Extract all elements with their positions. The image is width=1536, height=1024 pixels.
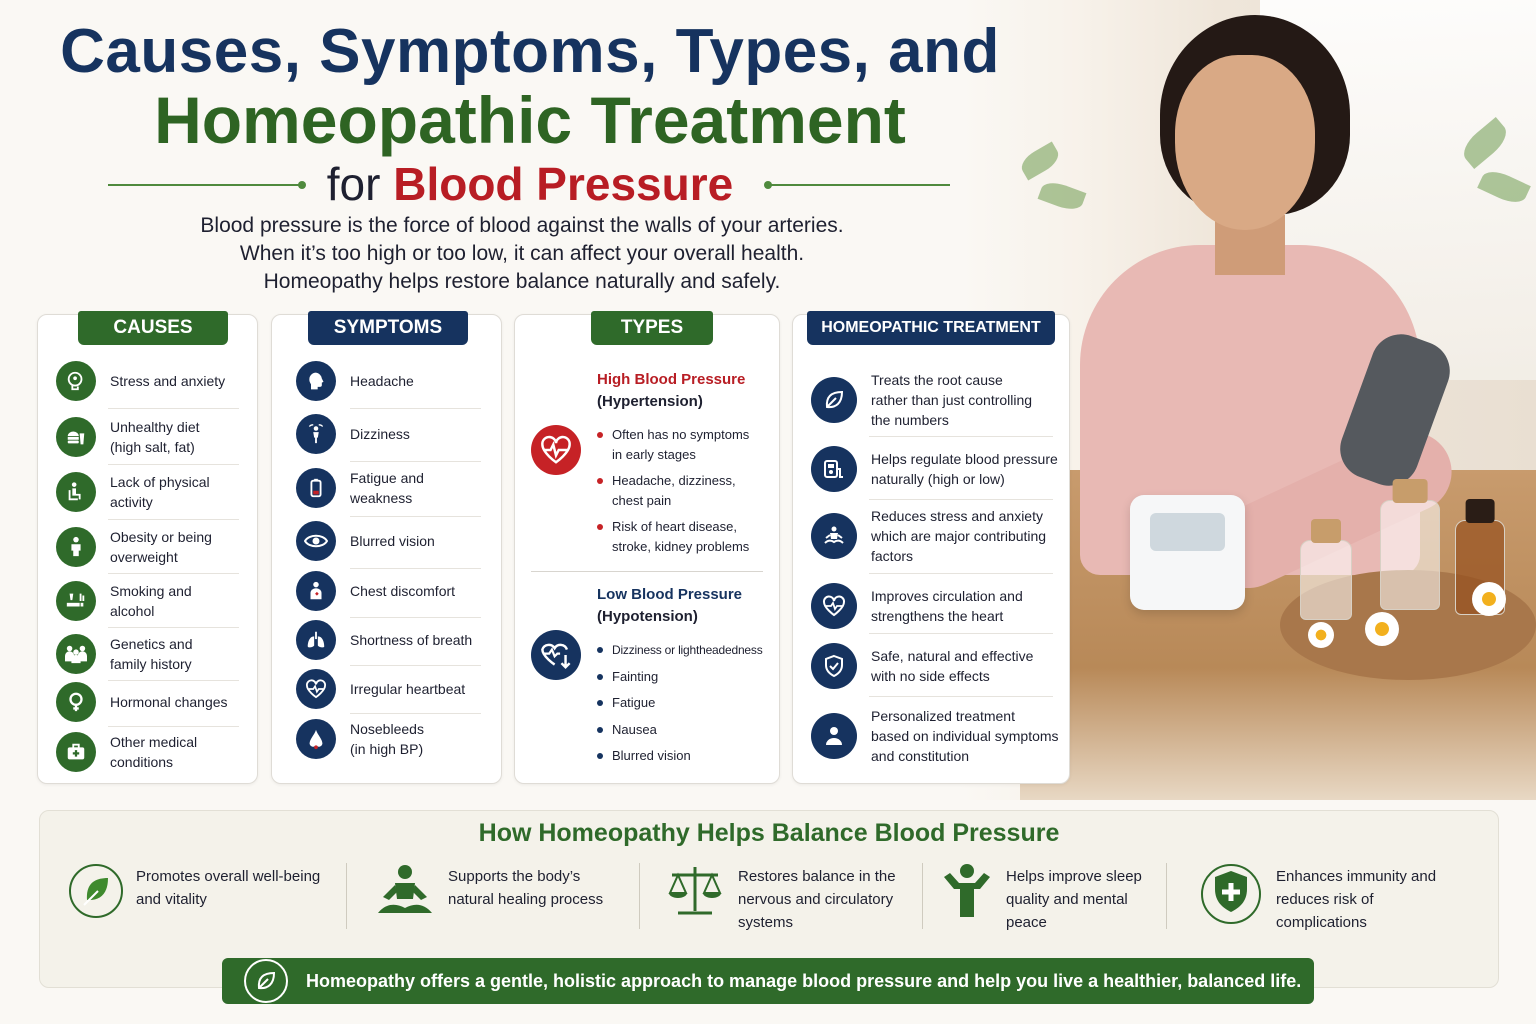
benefit-text: Helps improve sleep <box>1006 868 1142 885</box>
leaf-icon <box>244 959 288 1003</box>
eye-icon <box>296 521 336 561</box>
lungs-icon <box>296 620 336 660</box>
cause-label-detail: overweight <box>110 549 178 565</box>
treatment-item <box>811 643 1063 689</box>
plant-leaf <box>1038 178 1087 214</box>
smoking-icon <box>56 581 96 621</box>
person-arms-up-icon <box>940 863 994 921</box>
title-line-3 <box>40 156 1020 212</box>
symptom-label: Headache <box>350 373 414 389</box>
hormone-icon <box>56 682 96 722</box>
causes-heading: CAUSES <box>78 311 228 345</box>
high-bp-point: Headache, dizziness, chest pain <box>597 471 773 511</box>
cause-item <box>56 732 247 772</box>
high-bp-points <box>597 425 773 563</box>
chamomile-flower <box>1308 622 1334 648</box>
sitting-person-icon <box>56 472 96 512</box>
divider <box>922 863 923 929</box>
title-blood-pressure: Blood Pressure <box>393 158 734 210</box>
treatment-text: the numbers <box>871 412 949 428</box>
benefit-text: Enhances immunity and <box>1276 868 1437 885</box>
benefit-text: systems <box>738 914 794 931</box>
divider <box>639 863 640 929</box>
low-bp-point: Dizziness or lightheadedness <box>597 640 773 660</box>
intro-line: Blood pressure is the force of blood against the walls of your arteries. <box>200 214 844 237</box>
cause-label: Obesity or being <box>110 529 212 545</box>
cause-label: Other medical <box>110 734 198 750</box>
treatment-heading: HOMEOPATHIC TREATMENT <box>807 311 1055 345</box>
treatment-text: naturally (high or low) <box>871 471 1005 487</box>
benefit-item <box>1198 863 1436 934</box>
symptom-label: Blurred vision <box>350 533 435 549</box>
treatment-item <box>811 446 1063 492</box>
cause-label-detail: (high salt, fat) <box>110 439 195 455</box>
meditation-icon <box>811 513 857 559</box>
benefit-text: natural healing process <box>448 891 604 908</box>
treatment-text: Treats the root cause <box>871 372 1003 388</box>
low-bp-points <box>597 640 773 773</box>
high-bp-title <box>597 369 745 413</box>
benefits-heading: How Homeopathy Helps Balance Blood Pressure <box>478 819 1060 847</box>
title-divider-right <box>768 184 950 186</box>
woman-face <box>1175 55 1315 230</box>
cause-label: Lack of physical <box>110 474 210 490</box>
benefit-text: nervous and circulatory <box>738 891 894 908</box>
symptom-item <box>296 468 491 508</box>
treatment-text: strengthens the heart <box>871 608 1004 624</box>
nose-icon <box>296 719 336 759</box>
symptom-item <box>296 571 491 611</box>
dizzy-person-icon <box>296 414 336 454</box>
intro-line: Homeopathy helps restore balance naturally and safely. <box>263 270 781 293</box>
remedy-bottle <box>1380 500 1440 610</box>
treatment-text: factors <box>871 548 914 564</box>
user-icon <box>811 713 857 759</box>
low-bp-point: Fainting <box>597 667 773 687</box>
chamomile-flower <box>1365 612 1399 646</box>
symptom-label: Dizziness <box>350 426 410 442</box>
cause-label: Hormonal changes <box>110 694 228 710</box>
footer-text: Homeopathy offers a gentle, holistic approach to manage blood pressure and help you live a healthier, balanced life. <box>306 970 1302 991</box>
fast-food-icon <box>56 417 96 457</box>
meditation-icon <box>374 863 436 921</box>
symptom-item <box>296 719 491 759</box>
benefit-text: reduces risk of <box>1276 891 1374 908</box>
divider <box>346 863 347 929</box>
low-bp-point: Nausea <box>597 720 773 740</box>
treatment-text: which are major contributing <box>871 528 1047 544</box>
symptom-item <box>296 361 491 401</box>
shield-plus-icon <box>1198 863 1264 925</box>
symptom-label: Shortness of breath <box>350 632 473 648</box>
title-for: for <box>326 158 381 210</box>
heart-down-arrow-icon <box>531 630 581 680</box>
treatment-text: Helps regulate blood pressure <box>871 451 1058 467</box>
cause-item <box>56 634 247 674</box>
chest-icon <box>296 571 336 611</box>
bp-monitor-icon <box>811 446 857 492</box>
treatment-text: Personalized treatment <box>871 708 1015 724</box>
treatment-card <box>792 314 1070 784</box>
treatment-text: based on individual symptoms <box>871 728 1059 744</box>
benefit-text: Restores balance in the <box>738 868 896 885</box>
family-icon <box>56 634 96 674</box>
cause-label-detail: conditions <box>110 754 174 770</box>
cause-label: Genetics and <box>110 636 193 652</box>
symptoms-heading: SYMPTOMS <box>308 311 468 345</box>
high-bp-point: Often has no symptoms in early stages <box>597 425 773 465</box>
page-title <box>40 18 1020 212</box>
treatment-text: with no side effects <box>871 668 990 684</box>
treatment-text: Reduces stress and anxiety <box>871 508 1043 524</box>
medical-kit-icon <box>56 732 96 772</box>
low-battery-icon <box>296 468 336 508</box>
low-bp-subtitle: (Hypotension) <box>597 608 698 625</box>
cause-item <box>56 361 247 401</box>
benefit-text: peace <box>1006 914 1047 931</box>
treatment-item <box>811 583 1063 629</box>
benefit-text: and vitality <box>136 891 207 908</box>
cause-label: Unhealthy diet <box>110 419 200 435</box>
person-icon <box>56 527 96 567</box>
treatment-text: Safe, natural and effective <box>871 648 1034 664</box>
intro-line: When it’s too high or too low, it can affect your overall health. <box>239 242 805 265</box>
treatment-item <box>811 706 1063 766</box>
causes-card <box>37 314 258 784</box>
cause-label-detail: family history <box>110 656 192 672</box>
high-bp-subtitle: (Hypertension) <box>597 393 703 410</box>
symptom-item <box>296 414 491 454</box>
bp-monitor-device <box>1130 495 1245 610</box>
title-divider-left <box>108 184 302 186</box>
cause-item <box>56 472 247 512</box>
divider <box>1166 863 1167 929</box>
benefit-item <box>68 863 320 919</box>
benefit-item <box>940 863 1142 934</box>
symptom-label-detail: weakness <box>350 490 413 506</box>
symptom-item <box>296 620 491 660</box>
intro-paragraph <box>100 212 944 296</box>
cause-item <box>56 682 247 722</box>
benefit-text: Supports the body’s <box>448 868 581 885</box>
heartbeat-icon <box>296 669 336 709</box>
cause-label: Smoking and <box>110 583 192 599</box>
benefit-text: quality and mental <box>1006 891 1128 908</box>
plant-leaf <box>1017 141 1063 180</box>
treatment-text: and constitution <box>871 748 970 764</box>
cause-item <box>56 581 247 621</box>
types-heading: TYPES <box>591 311 713 345</box>
types-card <box>514 314 780 784</box>
title-line-2: Homeopathic Treatment <box>154 83 906 157</box>
benefit-text: Promotes overall well-being <box>136 868 321 885</box>
low-bp-title <box>597 584 742 628</box>
high-bp-point: Risk of heart disease, stroke, kidney problems <box>597 517 773 557</box>
footer-banner <box>222 958 1314 1004</box>
benefit-text: complications <box>1276 914 1367 931</box>
symptom-label: Fatigue and <box>350 470 424 486</box>
cause-item <box>56 417 247 457</box>
leaf-circle-icon <box>68 863 124 919</box>
title-line-1: Causes, Symptoms, Types, and <box>60 17 1000 86</box>
treatment-item <box>811 370 1063 430</box>
benefit-item <box>664 863 896 934</box>
high-bp-name: High Blood Pressure <box>597 371 746 388</box>
heart-pulse-icon <box>531 425 581 475</box>
leaf-icon <box>811 377 857 423</box>
remedy-bottle <box>1300 540 1352 620</box>
treatment-text: rather than just controlling <box>871 392 1033 408</box>
symptom-label: Chest discomfort <box>350 583 456 599</box>
chamomile-flower <box>1472 582 1506 616</box>
symptom-item <box>296 521 491 561</box>
cause-item <box>56 527 247 567</box>
cause-label-detail: activity <box>110 494 153 510</box>
symptom-label: Irregular heartbeat <box>350 681 466 697</box>
balance-scale-icon <box>664 863 726 921</box>
shield-check-icon <box>811 643 857 689</box>
cause-label-detail: alcohol <box>110 603 155 619</box>
symptoms-card <box>271 314 502 784</box>
head-icon <box>296 361 336 401</box>
treatment-text: Improves circulation and <box>871 588 1023 604</box>
symptom-label: Nosebleeds <box>350 721 424 737</box>
symptom-label-detail: (in high BP) <box>350 741 424 757</box>
low-bp-name: Low Blood Pressure <box>597 586 743 603</box>
low-bp-point: Fatigue <box>597 693 773 713</box>
heart-pulse-icon <box>811 583 857 629</box>
low-bp-point: Blurred vision <box>597 746 773 766</box>
cause-label: Stress and anxiety <box>110 373 226 389</box>
benefit-item <box>374 863 603 921</box>
symptom-item <box>296 669 491 709</box>
head-stress-icon <box>56 361 96 401</box>
treatment-item <box>811 506 1063 566</box>
